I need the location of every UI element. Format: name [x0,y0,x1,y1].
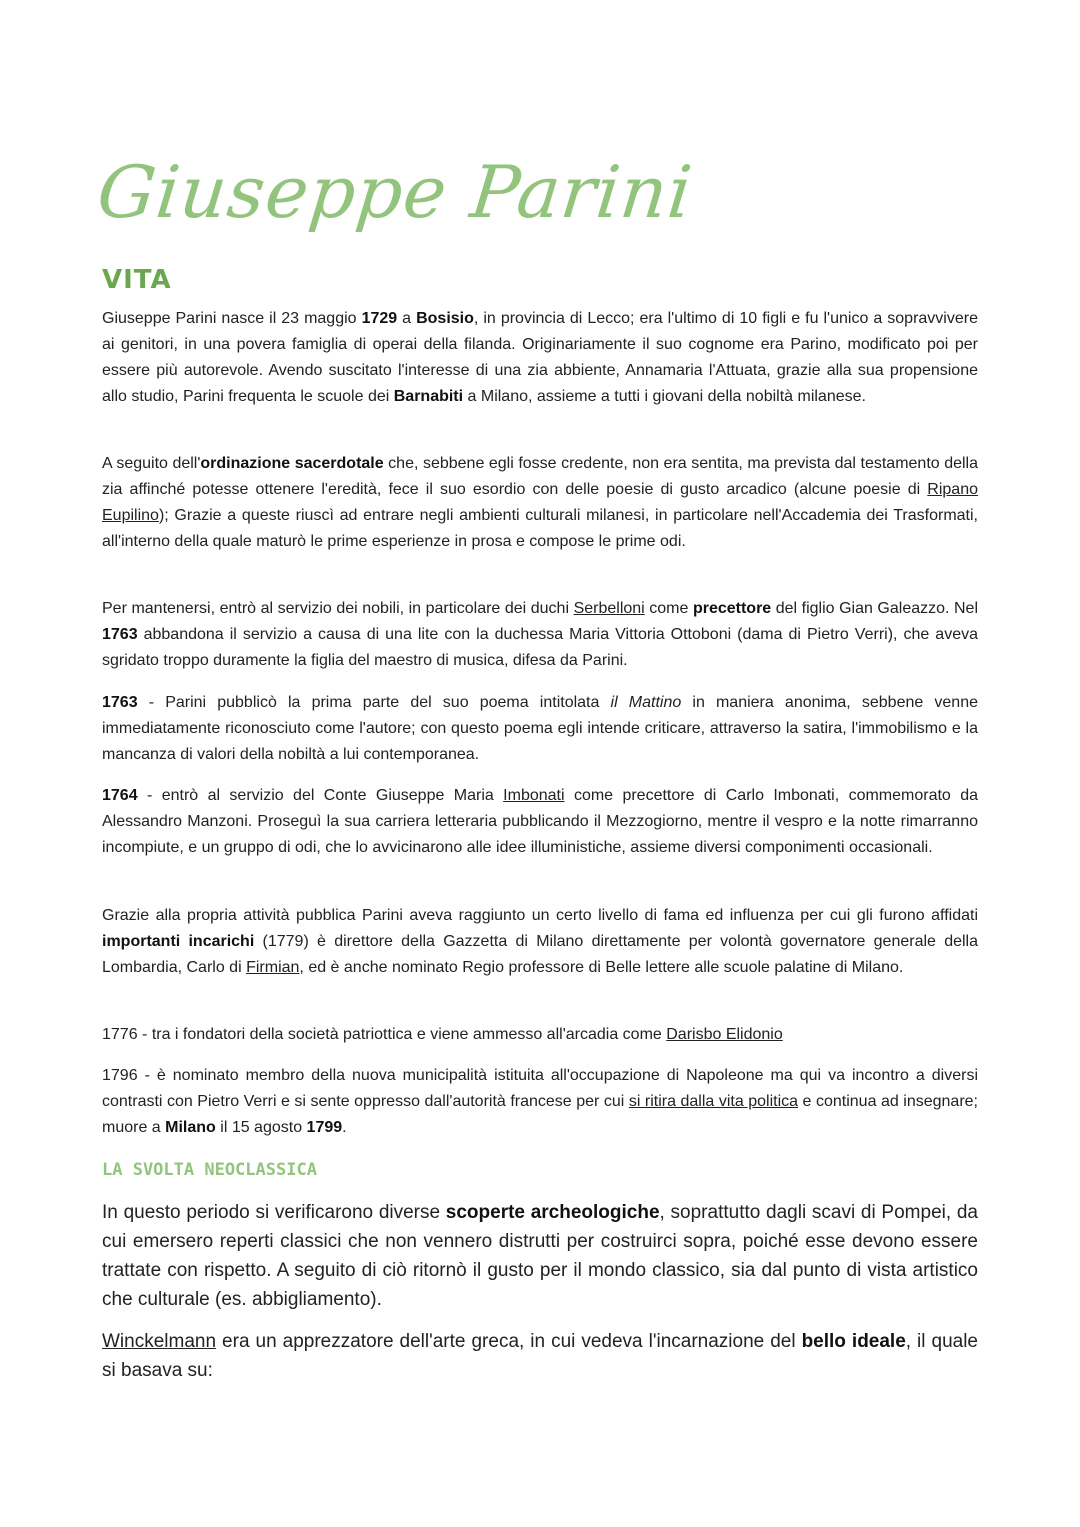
paragraph-serbelloni [102,596,978,674]
bold-year: 1799 [306,1119,343,1136]
text-run: Per mantenersi, entrò al servizio dei nobili, in particolare dei duchi [102,600,574,617]
underlined-term: Imbonati [503,787,565,804]
text-run: era un apprezzatore dell'arte greca, in cui vedeva l'incarnazione del [216,1331,802,1352]
text-run: del figlio Gian Galeazzo. Nel [771,600,979,617]
section-heading-vita: VITA [102,265,172,295]
text-run: Grazie alla propria attività pubblica Parini aveva raggiunto un certo livello di fama ed influenza per cui gli furono affidati [102,907,978,924]
section-heading-svolta-neoclassica: LA SVOLTA NEOCLASSICA [102,1160,317,1180]
text-run: A seguito dell' [102,455,201,472]
paragraph-1796 [102,1063,978,1141]
text-run: che, sebbene egli fosse credente, non era sentita, ma prevista dal testamento della zia affinché potesse ottenere l'eredità, fece il suo esordio con delle poesie di gusto arcadico (alcune poesie di [102,455,978,498]
underlined-term: Winckelmann [102,1331,217,1352]
text-run: come precettore di Carlo Imbonati, commemorato da Alessandro Manzoni. Proseguì la sua carriera letteraria pubblicando il Mezzogiorno, mentre il vespro e la notte rimarranno incompiute, e un gruppo di odi, che lo avvicinarono alle idee illuministiche, assieme diversi componimenti occasionali. [102,787,979,856]
bold-term: precettore [692,600,772,617]
paragraph-birth [102,306,978,410]
bold-term: bello ideale [801,1331,906,1352]
text-run: Giuseppe Parini nasce il 23 maggio [102,310,362,327]
paragraph-incarichi [102,903,978,981]
bold-year: 1763 [102,626,138,643]
bold-term: scoperte archeologiche [445,1202,660,1223]
paragraph-1764 [102,783,978,861]
text-run: 1796 - è nominato membro della nuova municipalità istituita all'occupazione di Napoleone ma qui va incontro a diversi contrasti con Pietro Verri e si sente oppresso dall'autorità francese per cui [102,1067,978,1110]
paragraph-ordination [102,451,978,555]
bold-year: 1763 [102,694,138,711]
text-run: il 15 agosto [215,1119,307,1136]
text-run: (1779) è direttore della Gazzetta di Milano direttamente per volontà governatore generale della Lombardia, Carlo di [102,933,978,976]
paragraph-1776 [102,1022,978,1048]
text-run: , in provincia di Lecco; era l'ultimo di 10 figli e fu l'unico a sopravvivere ai genitori, in una povera famiglia di operai della filanda. Originariamente il suo cognome era Parino, modificato poi per essere più autorevole. Avendo suscitato l'interesse di una zia abbiente, Annamaria l'Attuata, grazie alla sua propensione allo studio, Parini frequenta le scuole dei [102,310,978,405]
text-run: e continua ad insegnare; muore a [102,1093,979,1136]
text-run: In questo periodo si verificarono diverse [102,1202,446,1223]
text-run: , ed è anche nominato Regio professore di Belle lettere alle scuole palatine di Milano. [299,959,904,976]
text-run: , il quale si basava su: [102,1331,978,1381]
bold-year: 1729 [361,310,398,327]
bold-place: Bosisio [416,310,474,327]
text-run: a [397,310,417,327]
bold-year: 1764 [102,787,138,804]
page-title: Giuseppe Parini [93,150,697,234]
paragraph-1763 [102,690,978,768]
bold-school: Barnabiti [393,388,464,405]
underlined-term: si ritira dalla vita politica [628,1093,799,1110]
text-run: ); Grazie a queste riuscì ad entrare negli ambienti culturali milanesi, in particolare nell'Accademia dei Trasformati, all'interno della quale maturò le prime esperienze in prosa e compose le prime odi. [102,507,978,550]
text-run: 1776 - tra i fondatori della società patriottica e viene ammesso all'arcadia come [102,1026,667,1043]
italic-title: il Mattino [610,694,682,711]
paragraph-winckelmann [102,1327,978,1385]
text-run: come [644,600,693,617]
underlined-term: Darisbo Elidonio [666,1026,783,1043]
text-run: - Parini pubblicò la prima parte del suo poema intitolata [137,694,611,711]
underlined-term: Firmian [246,959,300,976]
text-run: , soprattutto dagli scavi di Pompei, da cui emersero reperti classici che non vennero distrutti per costruirci sopra, poiché esse devono essere trattate con rispetto. A seguito di ciò ritornò il gusto per il mondo classico, sia dal punto di vista artistico che culturale (es. abbigliamento). [102,1202,978,1310]
bold-place: Milano [165,1119,216,1136]
bold-term: importanti incarichi [102,933,255,950]
text-run: abbandona il servizio a causa di una lite con la duchessa Maria Vittoria Ottoboni (dama di Pietro Verri), che aveva sgridato troppo duramente la figlia del maestro di musica, difesa da Parini. [102,626,978,669]
text-run: in maniera anonima, sebbene venne immediatamente riconosciuto come l'autore; con questo poema egli intende criticare, attraverso la satira, l'immobilismo e la mancanza di valori della nobiltà a lui contemporanea. [102,694,978,763]
text-run: a Milano, assieme a tutti i giovani della nobiltà milanese. [463,388,866,405]
underlined-term: Serbelloni [573,600,645,617]
text-run: - entrò al servizio del Conte Giuseppe Maria [137,787,504,804]
paragraph-scoperte [102,1198,978,1314]
text-run: . [342,1119,347,1136]
underlined-term: Ripano Eupilino [102,481,978,524]
bold-term: ordinazione sacerdotale [200,455,384,472]
